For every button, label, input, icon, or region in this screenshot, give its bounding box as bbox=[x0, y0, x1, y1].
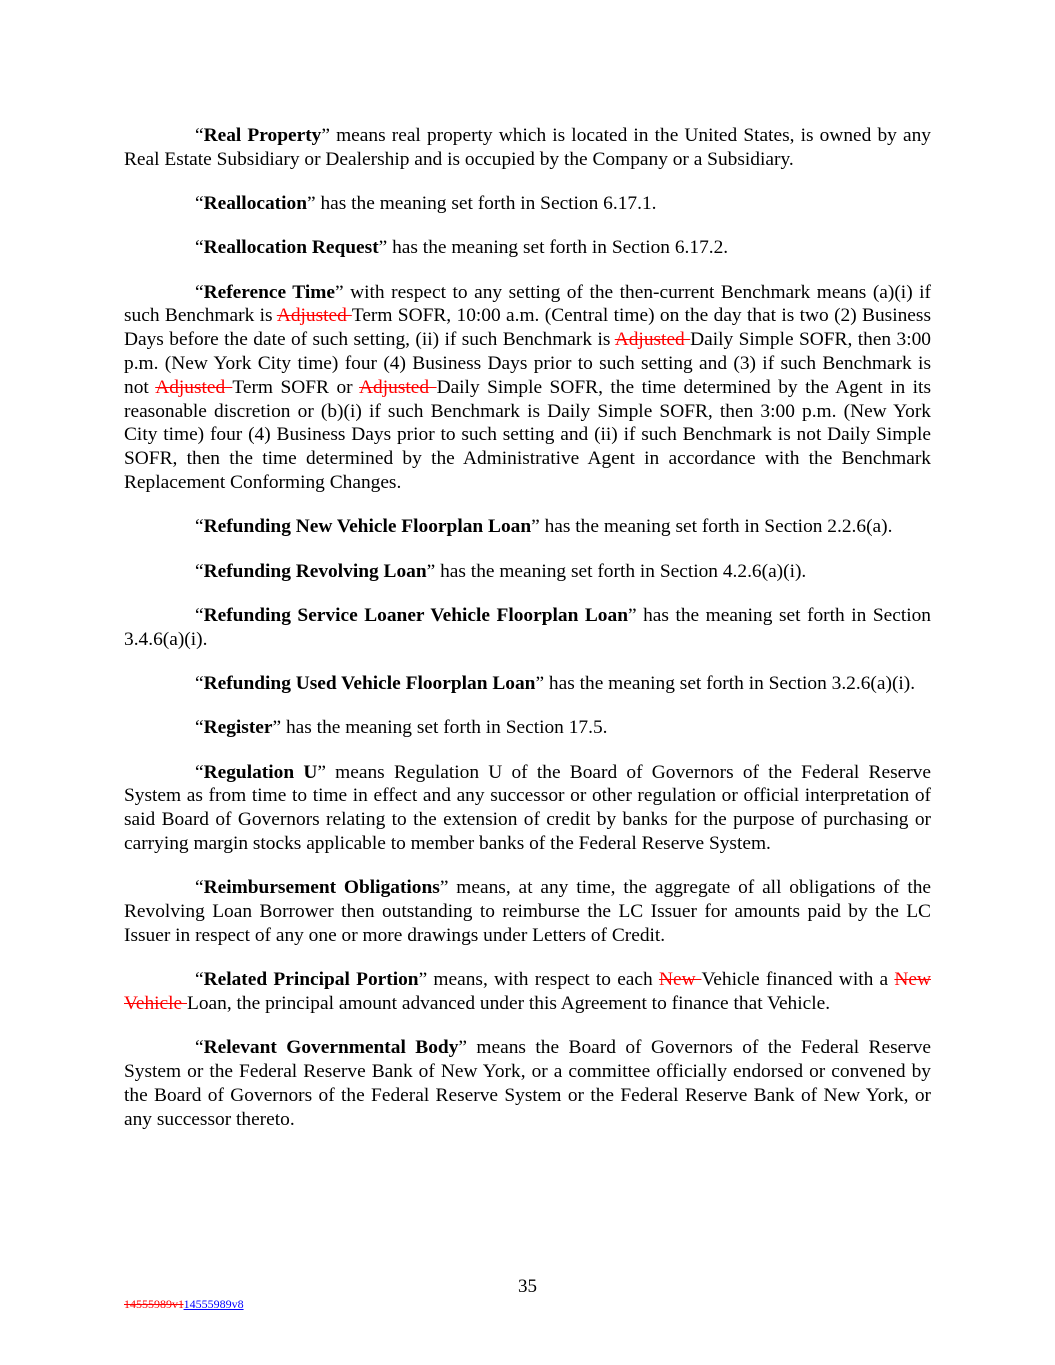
defined-term: Refunding New Vehicle Floorplan Loan bbox=[203, 516, 532, 538]
open-quote: “ bbox=[195, 1037, 204, 1059]
defined-term: Reference Time bbox=[203, 281, 336, 303]
defined-term: Refunding Revolving Loan bbox=[203, 560, 427, 582]
definition-paragraph bbox=[124, 1036, 931, 1131]
document-id-inserted[interactable]: 14555989v8 bbox=[183, 1297, 244, 1311]
document-id bbox=[124, 1297, 244, 1312]
deleted-text: New Vehicle bbox=[124, 969, 931, 1015]
defined-term: Reimbursement Obligations bbox=[203, 877, 440, 899]
deleted-text: Adjusted bbox=[359, 376, 437, 398]
definition-text: Term SOFR or bbox=[232, 376, 360, 398]
open-quote: “ bbox=[195, 516, 204, 538]
definition-text: Term SOFR, 10:00 a.m. (Central time) on the day that is two (2) Business Days before the date of such setting, (ii) if such Benchmark is bbox=[124, 305, 931, 351]
definition-paragraph bbox=[124, 236, 931, 260]
defined-term: Real Property bbox=[203, 125, 322, 146]
defined-term: Regulation U bbox=[203, 761, 318, 783]
document-id-deleted: 14555989v1 bbox=[124, 1297, 184, 1311]
defined-term: Reallocation bbox=[203, 193, 308, 215]
definition-paragraph bbox=[124, 876, 931, 947]
defined-term: Reallocation Request bbox=[203, 237, 379, 259]
definition-text: Daily Simple SOFR, the time determined by the Agent in its reasonable discretion or (b)(i) if such Benchmark is Daily Simple SOFR, then 3:00 p.m. (New York City time) four (4) Business Days prior to such setting and (ii) if such Benchmark is not Daily Simple SOFR, then the time determined by the Administrative Agent in accordance with the Benchmark Replacement Conforming Changes. bbox=[124, 376, 931, 494]
definition-text: ” has the meaning set forth in Section 3.4.6(a)(i). bbox=[124, 604, 931, 650]
document-body bbox=[124, 124, 931, 1152]
definition-paragraph bbox=[124, 716, 931, 740]
definition-text: ” has the meaning set forth in Section 6.17.1. bbox=[307, 193, 657, 215]
defined-term: Related Principal Portion bbox=[203, 969, 419, 991]
definition-text: ” has the meaning set forth in Section 4.2.6(a)(i). bbox=[426, 560, 807, 582]
definition-text: ” means, at any time, the aggregate of all obligations of the Revolving Loan Borrower then outstanding to reimburse the LC Issuer for amounts paid by the LC Issuer in respect of any one or more drawings under Letters of Credit. bbox=[124, 877, 932, 946]
defined-term: Refunding Used Vehicle Floorplan Loan bbox=[203, 673, 536, 695]
definition-text: ” means, with respect to each bbox=[418, 969, 659, 991]
definition-text: Daily Simple SOFR, then 3:00 p.m. (New York City time) four (4) Business Days prior to such setting and (3) if such Benchmark is not bbox=[124, 329, 931, 398]
open-quote: “ bbox=[195, 673, 204, 695]
definition-paragraph bbox=[124, 968, 931, 1016]
defined-term: Register bbox=[203, 717, 273, 739]
open-quote: “ bbox=[195, 877, 204, 899]
open-quote: “ bbox=[195, 193, 204, 215]
open-quote: “ bbox=[195, 237, 204, 259]
open-quote: “ bbox=[195, 560, 204, 582]
definition-paragraph bbox=[124, 761, 931, 856]
defined-term: Relevant Governmental Body bbox=[203, 1037, 459, 1059]
definition-paragraph bbox=[124, 281, 931, 495]
definition-text: ” has the meaning set forth in Section 3.2.6(a)(i). bbox=[535, 673, 916, 695]
definition-paragraph bbox=[124, 515, 931, 539]
deleted-text: Adjusted bbox=[155, 376, 233, 398]
definition-text: ” has the meaning set forth in Section 2.2.6(a). bbox=[531, 516, 893, 538]
defined-term: Refunding Service Loaner Vehicle Floorplan Loan bbox=[203, 604, 628, 626]
definition-paragraph bbox=[124, 604, 931, 652]
definition-paragraph bbox=[124, 672, 931, 696]
open-quote: “ bbox=[195, 281, 204, 303]
page-number: 35 bbox=[518, 1276, 537, 1297]
open-quote: “ bbox=[195, 717, 204, 739]
deleted-text: New bbox=[658, 969, 702, 991]
definition-paragraph bbox=[124, 124, 931, 172]
open-quote: “ bbox=[195, 604, 204, 626]
definition-text: ” has the meaning set forth in Section 6.17.2. bbox=[378, 237, 729, 259]
definition-text: ” has the meaning set forth in Section 17.5. bbox=[272, 717, 608, 739]
definition-text: ” means the Board of Governors of the Federal Reserve System or the Federal Reserve Bank of New York, or a committee officially endorsed or convened by the Board of Governors of the Federal Reserve System or the Federal Reserve Bank of New York, or any successor thereto. bbox=[124, 1037, 931, 1130]
open-quote: “ bbox=[195, 969, 204, 991]
deleted-text: Adjusted bbox=[276, 305, 352, 327]
open-quote: “ bbox=[195, 125, 204, 146]
definition-text: ” with respect to any setting of the then-current Benchmark means (a)(i) if such Benchmark is bbox=[124, 281, 931, 327]
deleted-text: Adjusted bbox=[614, 329, 691, 351]
definition-text: ” means Regulation U of the Board of Governors of the Federal Reserve System as from time to time in effect and any successor or other regulation or official interpretation of said Board of Governors relating to the extension of credit by banks for the purpose of purchasing or carrying margin stocks applicable to member banks of the Federal Reserve System. bbox=[124, 761, 931, 855]
definition-text: Vehicle financed with a bbox=[701, 969, 895, 991]
definition-paragraph bbox=[124, 560, 931, 584]
definition-text: Loan, the principal amount advanced under this Agreement to finance that Vehicle. bbox=[187, 993, 831, 1015]
open-quote: “ bbox=[195, 761, 204, 783]
definition-paragraph bbox=[124, 192, 931, 216]
definition-text: ” means real property which is located in the United States, is owned by any Real Estate Subsidiary or Dealership and is occupied by the Company or a Subsidiary. bbox=[124, 125, 931, 170]
